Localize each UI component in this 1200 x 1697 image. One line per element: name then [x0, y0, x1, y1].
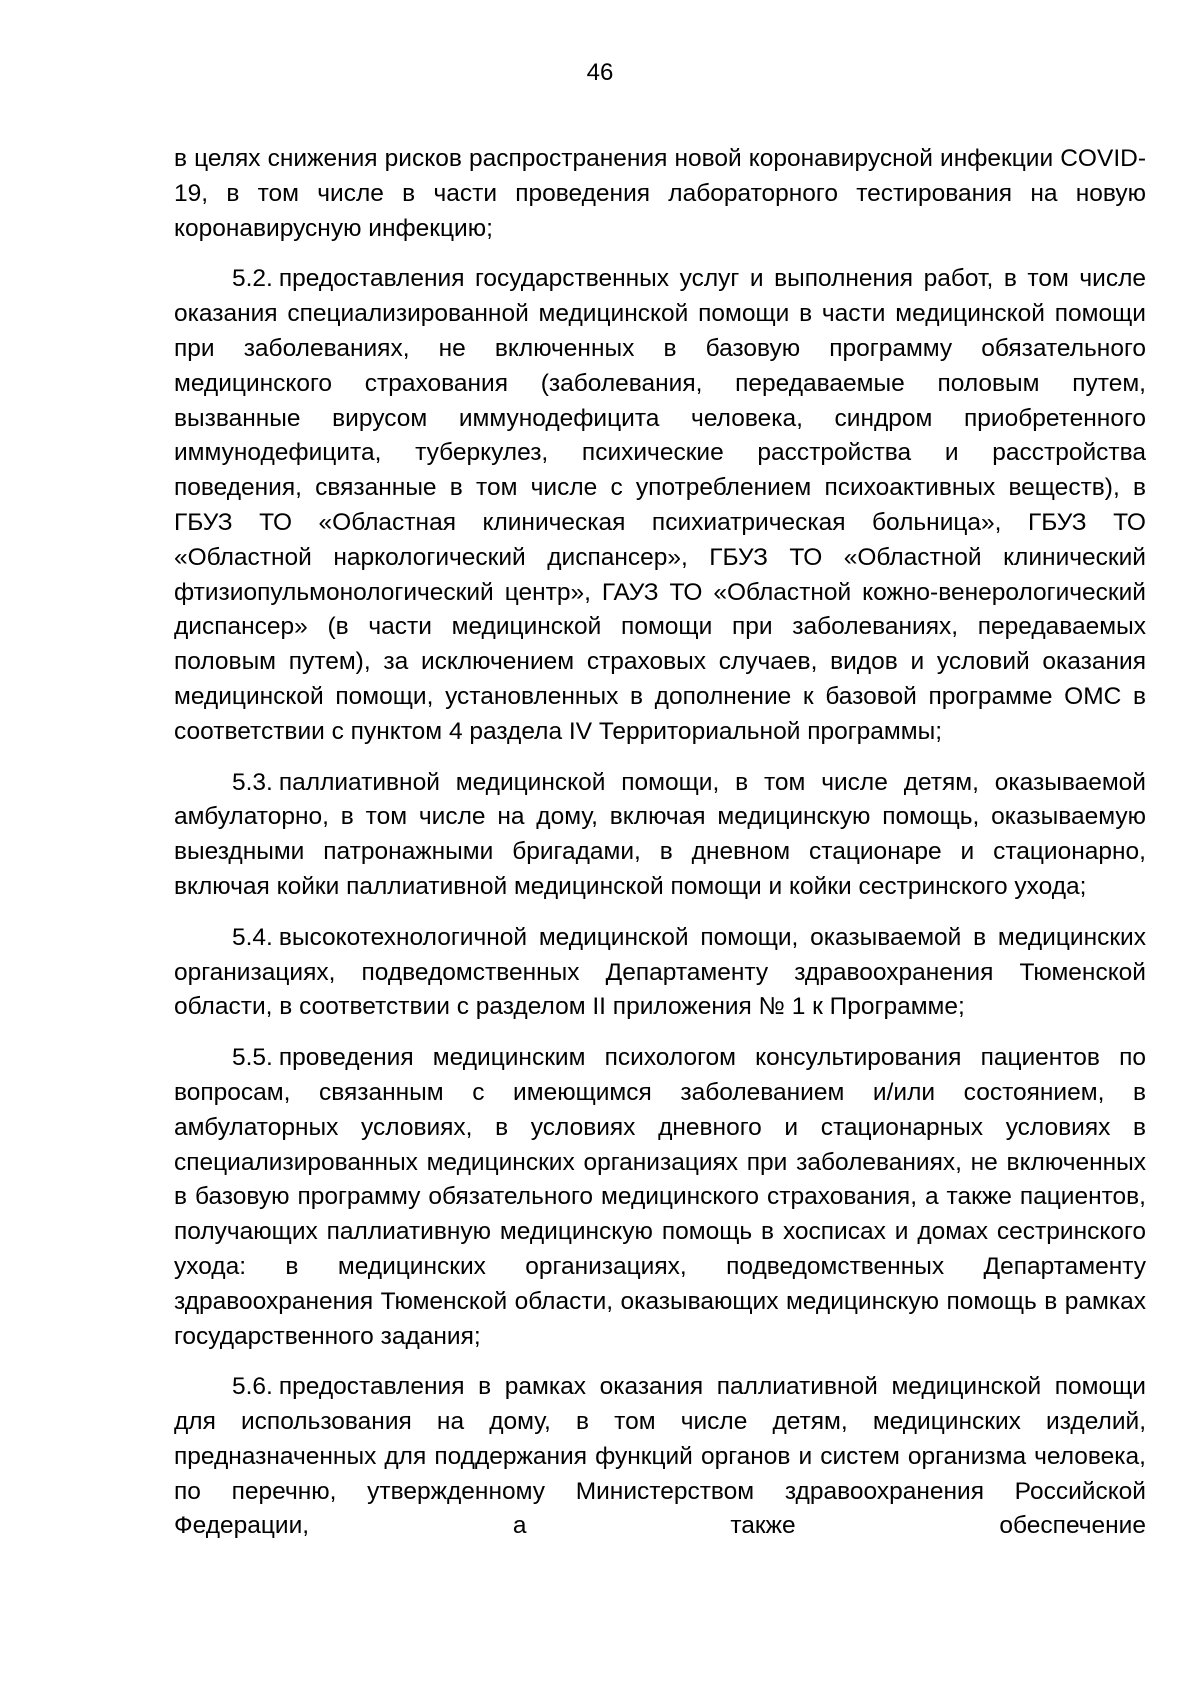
- paragraph-number: 5.5.: [232, 1044, 273, 1072]
- paragraph-5-2: [174, 262, 1146, 749]
- paragraph-text: в целях снижения рисков распространения новой коронавирусной инфекции COVID-19, в том числе в части проведения лабораторного тестирования на новую коронавирусную инфекцию;: [174, 145, 1146, 242]
- paragraph-intro: [174, 142, 1146, 246]
- paragraph-number: 5.3.: [232, 768, 273, 796]
- paragraph-text: паллиативной медицинской помощи, в том числе детям, оказываемой амбулаторно, в том числе на дому, включая медицинскую помощь, оказываемую выездными патронажными бригадами, в дневном стационаре и стационарно, включая койки паллиативной медицинской помощи и койки сестринского ухода;: [174, 768, 1146, 900]
- page-number: 46: [586, 59, 614, 86]
- paragraph-number: 5.2.: [232, 265, 273, 293]
- paragraph-text: предоставления государственных услуг и выполнения работ, в том числе оказания специализированной медицинской помощи в части медицинской помощи при заболеваниях, не включенных в базовую программу обязательного медицинского страхования (заболевания, передаваемые половым путем, вызванные вирусом иммунодефицита человека, синдром приобретенного иммунодефицита, туберкулез, психические расстройства и расстройства поведения, связанные в том числе с употреблением психоактивных веществ), в ГБУЗ ТО «Областная клиническая психиатрическая больница», ГБУЗ ТО «Областной наркологический диспансер», ГБУЗ ТО «Областной клинический фтизиопульмонологический центр», ГАУЗ ТО «Областной кожно-венерологический диспансер» (в части медицинской помощи при заболеваниях, передаваемых половым путем), за исключением страховых случаев, видов и условий оказания медицинской помощи, установленных в дополнение к базовой программе ОМС в соответствии с пунктом 4 раздела IV Территориальной программы;: [174, 265, 1146, 745]
- paragraph-text: предоставления в рамках оказания паллиативной медицинской помощи для использования на дому, в том числе детям, медицинских изделий, предназначенных для поддержания функций органов и систем организма человека, по перечню, утвержденному Министерством здравоохранения Российской Федерации, а также обеспечение: [174, 1373, 1146, 1540]
- paragraph-text: высокотехнологичной медицинской помощи, оказываемой в медицинских организациях, подведомственных Департаменту здравоохранения Тюменской области, в соответствии с разделом II приложения № 1 к Программе;: [174, 923, 1146, 1021]
- paragraph-5-5: [174, 1041, 1146, 1354]
- paragraph-number: 5.4.: [232, 923, 273, 951]
- paragraph-5-6: [174, 1370, 1146, 1544]
- paragraph-5-4: [174, 921, 1146, 1025]
- document-body: [174, 142, 1146, 1544]
- paragraph-number: 5.6.: [232, 1373, 273, 1401]
- paragraph-text: проведения медицинским психологом консультирования пациентов по вопросам, связанным с имеющимся заболеванием и/или состоянием, в амбулаторных условиях, в условиях дневного и стационарных условиях в специализированных медицинских организациях при заболеваниях, не включенных в базовую программу обязательного медицинского страхования, а также пациентов, получающих паллиативную медицинскую помощь в хосписах и домах сестринского ухода: в медицинских организациях, подведомственных Департаменту здравоохранения Тюменской области, оказывающих медицинскую помощь в рамках государственного задания;: [174, 1044, 1146, 1350]
- paragraph-5-3: [174, 766, 1146, 905]
